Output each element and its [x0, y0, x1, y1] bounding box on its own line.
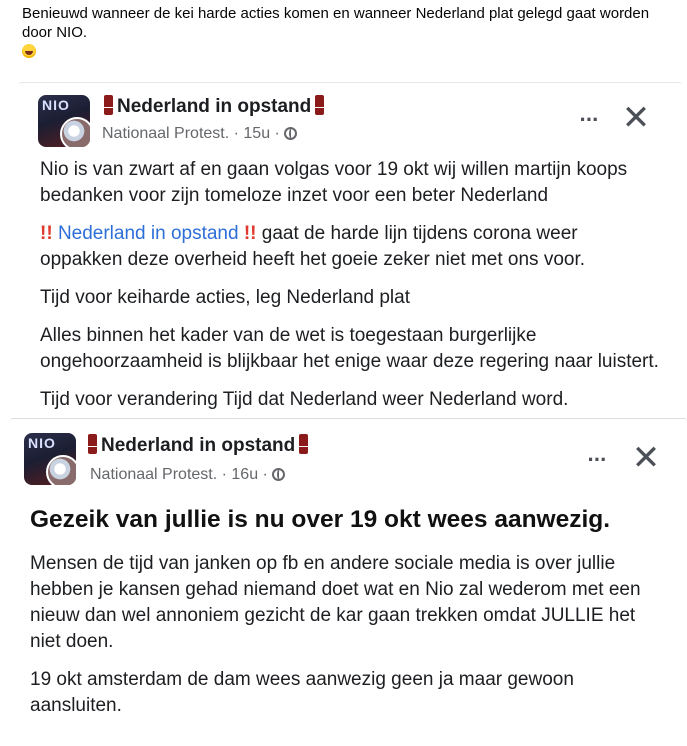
laughing-emoji-icon	[22, 44, 36, 58]
post-body	[30, 551, 660, 731]
page-avatar[interactable]	[38, 95, 90, 147]
exclamation-icon: !!	[40, 223, 53, 244]
post-paragraph: Tijd voor verandering Tijd dat Nederland weer Nederland word.	[40, 389, 569, 410]
post-caption	[22, 4, 672, 63]
page-name[interactable]	[100, 95, 328, 118]
page-name-label: Nederland in opstand	[101, 435, 296, 456]
avatar-logo-text: NIO	[28, 435, 56, 451]
page-name-label: Nederland in opstand	[117, 96, 312, 117]
globe-icon	[272, 468, 285, 481]
embedded-post-2	[10, 418, 687, 746]
more-options-icon[interactable]: ···	[579, 107, 599, 132]
globe-icon	[284, 127, 297, 140]
caption-text: Benieuwd wanneer de kei harde acties komen en wanneer Nederland plat gelegd gaat worden door NIO.	[22, 5, 650, 41]
page-avatar[interactable]	[24, 433, 76, 485]
post-body	[40, 157, 660, 413]
close-icon[interactable]: ✕	[631, 439, 661, 477]
page-name[interactable]	[84, 434, 312, 457]
post-paragraph: 19 okt amsterdam de dam wees aanwezig geen ja maar gewoon aansluiten.	[30, 669, 574, 716]
flag-icon	[104, 95, 113, 115]
page-mention-link[interactable]: Nederland in opstand	[57, 223, 239, 244]
post-meta	[102, 125, 297, 143]
avatar-logo-text: NIO	[42, 97, 70, 113]
more-options-icon[interactable]: ···	[587, 447, 607, 472]
post-paragraph	[40, 221, 660, 273]
post-paragraph: Tijd voor keiharde acties, leg Nederland plat	[40, 287, 410, 308]
flag-icon	[88, 434, 97, 454]
exclamation-icon: !!	[243, 223, 257, 244]
post-paragraph-text: gaat de harde lijn tijdens corona weer oppakken deze overheid heeft het goeie zeker niet met ons voor.	[40, 223, 586, 270]
post-meta	[90, 466, 285, 484]
post-paragraph: Mensen de tijd van janken op fb en andere sociale media is over jullie hebben je kansen gehad niemand doet wat en Nio zal wederom met een nieuw dan wel annoniem gezicht de kar gaan trekken omdat JULLIE het niet doen.	[30, 553, 641, 652]
post-paragraph: Alles binnen het kader van de wet is toegestaan burgerlijke ongehoorzaamheid is blijkbaar het enige waar deze regering naar luistert.	[40, 325, 659, 372]
flag-icon	[315, 95, 324, 115]
post-paragraph: Nio is van zwart af en gaan volgas voor 19 okt wij willen martijn koops bedanken voor zijn tomeloze inzet voor een beter Nederland	[40, 159, 628, 206]
flag-icon	[299, 434, 308, 454]
post-meta-text: Nationaal Protest. · 15u ·	[102, 125, 280, 142]
post-headline: Gezeik van jullie is nu over 19 okt wees aanwezig.	[30, 506, 611, 533]
embedded-post-1	[18, 82, 682, 413]
avatar-badge	[60, 117, 90, 147]
close-icon[interactable]: ✕	[621, 99, 651, 137]
post-meta-text: Nationaal Protest. · 16u ·	[90, 466, 268, 483]
avatar-badge	[46, 455, 76, 485]
